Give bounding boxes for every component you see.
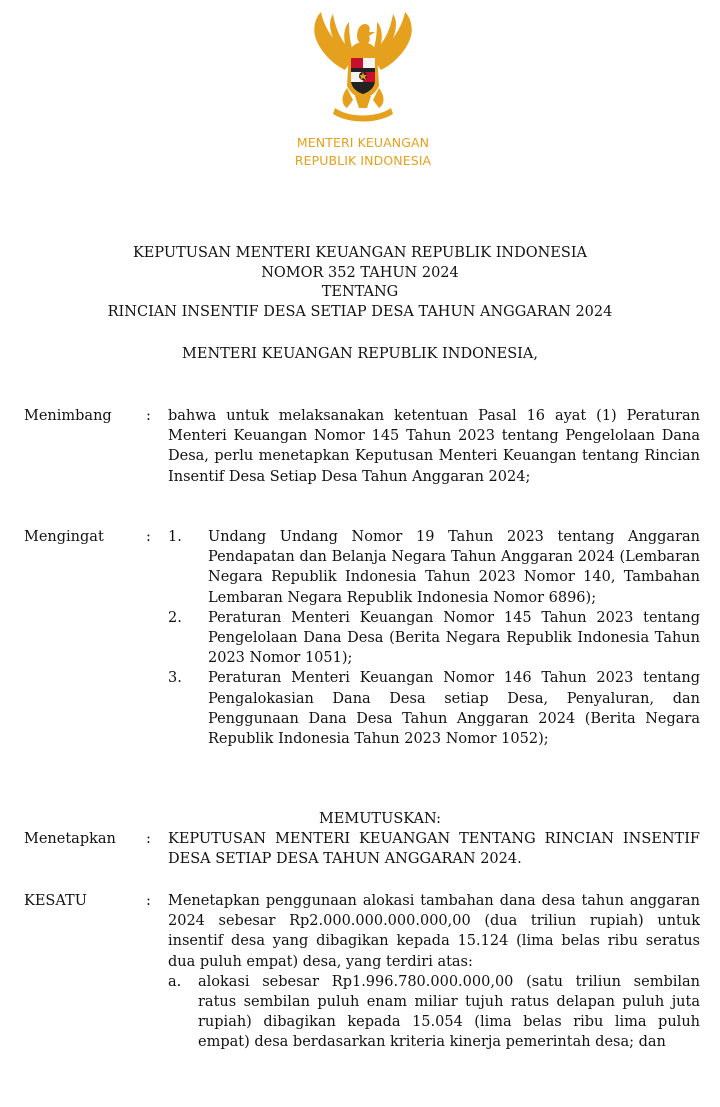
title-line-1: KEPUTUSAN MENTERI KEUANGAN REPUBLIK INDONESIA bbox=[132, 245, 588, 261]
menetapkan-label: Menetapkan bbox=[24, 831, 116, 847]
ministry-line-2: REPUBLIK INDONESIA bbox=[294, 153, 432, 168]
item-text: Undang Undang Nomor 19 Tahun 2023 tentang Anggaran Pendapatan dan Belanja Negara Tahun Anggaran 2024 (Lembaran Negara Republik Indonesia Tahun 2023 Nomor 140, Tambahan Lembaran Negara Republik Indonesia Nomor 6896); bbox=[208, 529, 700, 606]
menimbang-label: Menimbang bbox=[24, 408, 112, 424]
title-line-2: NOMOR 352 TAHUN 2024 bbox=[261, 264, 459, 281]
sub-item-letter: a. bbox=[168, 973, 182, 990]
mengingat-section bbox=[24, 527, 700, 749]
garuda-emblem-icon bbox=[301, 8, 425, 130]
item-text: Peraturan Menteri Keuangan Nomor 145 Tahun 2023 tentang Pengelolaan Dana Desa (Berita Negara Republik Indonesia Tahun 2023 Nomor 1051); bbox=[208, 609, 700, 667]
kesatu-sub-item bbox=[168, 972, 700, 1053]
decree-title bbox=[20, 244, 700, 322]
kesatu-colon: : bbox=[146, 893, 151, 909]
item-number: 3. bbox=[168, 670, 182, 687]
ministry-line-1: MENTERI KEUANGAN bbox=[296, 135, 430, 150]
mengingat-label: Mengingat bbox=[24, 529, 104, 545]
item-text: Peraturan Menteri Keuangan Nomor 146 Tahun 2023 tentang Pengalokasian Dana Desa setiap Desa, Penyaluran, dan Penggunaan Dana Desa Tahun Anggaran 2024 (Berita Negara Republik Indonesia Tahun 2023 Nomor 1052); bbox=[208, 670, 700, 748]
minister-heading: MENTERI KEUANGAN REPUBLIK INDONESIA, bbox=[182, 346, 538, 362]
mengingat-item bbox=[168, 608, 700, 669]
mengingat-colon: : bbox=[146, 529, 151, 545]
menetapkan-colon: : bbox=[146, 831, 151, 847]
kesatu-text: Menetapkan penggunaan alokasi tambahan dana desa tahun anggaran 2024 sebesar Rp2.000.000.000.000,00 (dua triliun rupiah) untuk insentif desa yang dibagikan kepada 15.124 (lima belas ribu seratus dua puluh empat) desa, yang terdiri atas: bbox=[168, 893, 700, 970]
title-line-4: RINCIAN INSENTIF DESA SETIAP DESA TAHUN ANGGARAN 2024 bbox=[107, 303, 613, 320]
menimbang-colon: : bbox=[146, 408, 151, 424]
title-line-3: TENTANG bbox=[321, 284, 399, 301]
item-number: 2. bbox=[168, 609, 182, 626]
mengingat-item bbox=[168, 668, 700, 749]
mengingat-item bbox=[168, 527, 700, 608]
menetapkan-text: KEPUTUSAN MENTERI KEUANGAN TENTANG RINCIAN INSENTIF DESA SETIAP DESA TAHUN ANGGARAN 2024. bbox=[168, 831, 700, 868]
item-number: 1. bbox=[168, 529, 182, 545]
kesatu-label: KESATU bbox=[24, 893, 87, 909]
menimbang-text: bahwa untuk melaksanakan ketentuan Pasal 16 ayat (1) Peraturan Menteri Keuangan Nomor 145 Tahun 2023 tentang Pengelolaan Dana Desa, perlu menetapkan Keputusan Menteri Keuangan tentang Rincian Insentif Desa Setiap Desa Tahun Anggaran 2024; bbox=[168, 408, 700, 485]
ministry-name bbox=[250, 134, 476, 170]
menimbang-section bbox=[24, 406, 700, 487]
menetapkan-section bbox=[24, 829, 700, 869]
kesatu-section bbox=[24, 891, 700, 1053]
sub-item-text: alokasi sebesar Rp1.996.780.000.000,00 (satu triliun sembilan ratus sembilan puluh enam miliar tujuh ratus delapan puluh juta rupiah) dibagikan kepada 15.054 (lima belas ribu lima puluh empat) desa berdasarkan kriteria kinerja pemerintah desa; dan bbox=[198, 973, 700, 1051]
memutuskan-heading: MEMUTUSKAN: bbox=[318, 811, 442, 827]
